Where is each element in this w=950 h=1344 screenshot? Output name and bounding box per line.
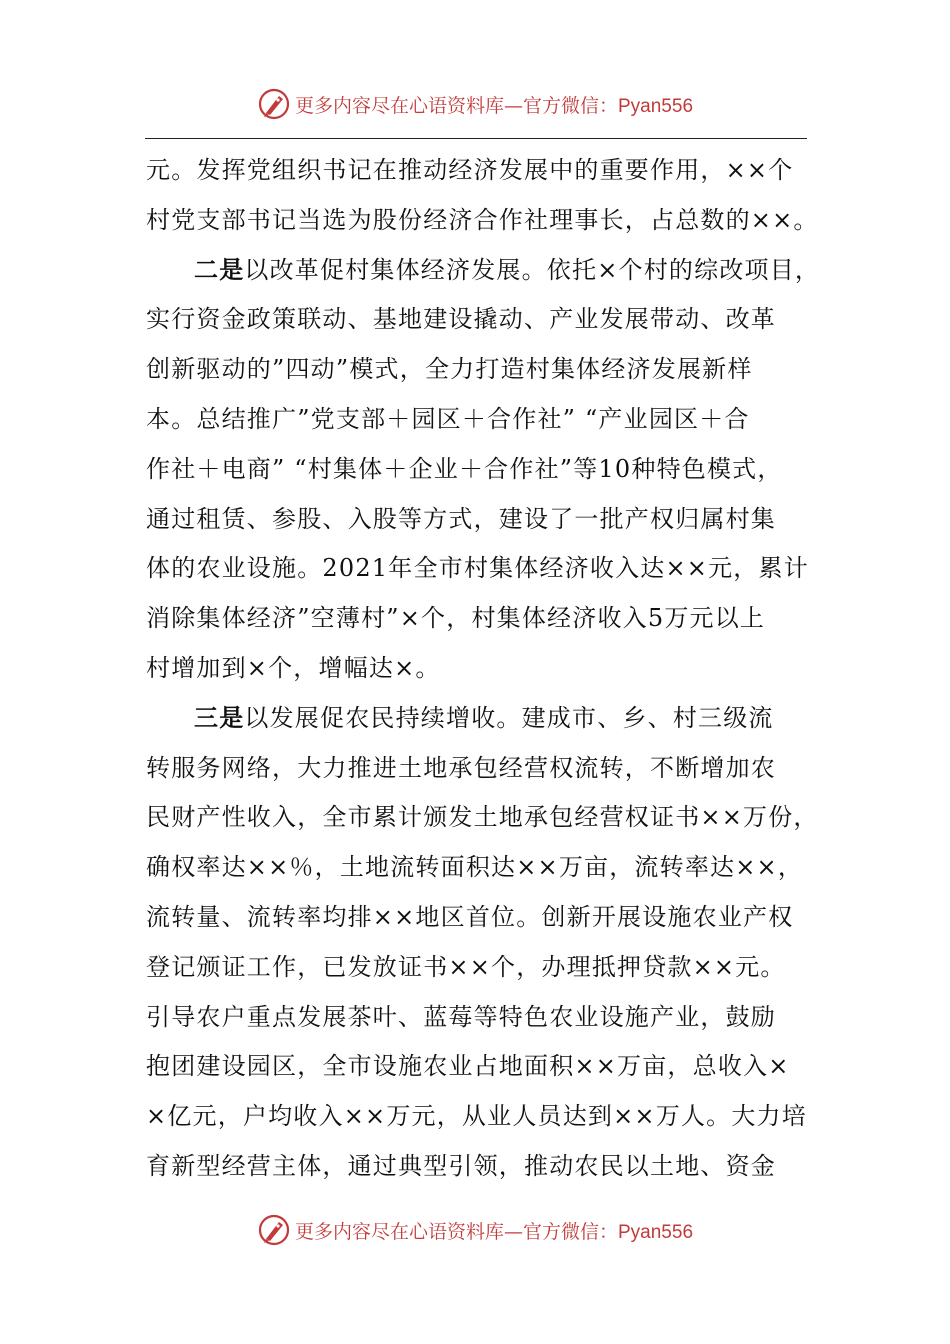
body-line: 实行资金政策联动、基地建设撬动、产业发展带动、改革 [146,305,776,334]
footer-banner-text: 更多内容尽在心语资料库—官方微信：Pyan556 [294,1220,694,1243]
body-line: 本。总结推广”党支部＋园区＋合作社” “产业园区＋合 [146,404,750,433]
body-line: 通过租赁、参股、入股等方式，建设了一批产权归属村集 [146,504,776,533]
body-line: 登记颁证工作，已发放证书××个，办理抵押贷款××元。 [146,952,786,981]
body-line: 引导农户重点发展茶叶、蓝莓等特色农业设施产业，鼓励 [146,1002,776,1031]
footer-banner-id: Pyan556 [618,1221,694,1243]
paragraph-2-lead: 二是 [194,255,245,284]
body-line: 作社＋电商” “村集体＋企业＋合作社”等10种特色模式， [146,454,783,483]
body-line: 村增加到×个，增幅达×。 [146,653,441,682]
paragraph-2-first-line [146,246,821,296]
document-body [146,146,821,1192]
paragraph-3-first-line [146,694,814,744]
pen-nib-circle-icon [257,1213,291,1247]
footer-banner [0,1210,950,1250]
body-line: 确权率达××％，土地流转面积达××万亩，流转率达××， [146,853,804,882]
body-line-text: 以改革促村集体经济发展。依托×个村的综改项目， [244,255,821,284]
body-line: ×亿元，户均收入××万元，从业人员达到××万人。大力培 [146,1102,807,1131]
pen-nib-circle-icon [257,87,291,121]
body-line-text: 以发展促农民持续增收。建成市、乡、村三级流 [244,703,774,732]
body-line: 转服务网络，大力推进土地承包经营权流转，不断增加农 [146,753,776,782]
body-line: 育新型经营主体，通过典型引领，推动农民以土地、资金 [146,1151,776,1180]
header-banner-id: Pyan556 [618,95,694,117]
header-rule [145,138,807,139]
body-line: 村党支部书记当选为股份经济合作社理事长，占总数的××。 [146,205,819,234]
body-line: 元。发挥党组织书记在推动经济发展中的重要作用，××个 [146,156,794,184]
body-line: 流转量、流转率均排××地区首位。创新开展设施农业产权 [146,902,794,931]
header-banner [0,84,950,124]
body-line: 抱团建设园区，全市设施农业占地面积××万亩，总收入× [146,1052,790,1081]
body-line: 民财产性收入，全市累计颁发土地承包经营权证书××万份， [146,803,819,832]
header-banner-text: 更多内容尽在心语资料库—官方微信：Pyan556 [294,94,694,117]
body-line: 创新驱动的”四动”模式，全力打造村集体经济发展新样 [146,355,753,384]
paragraph-3-lead: 三是 [194,703,245,732]
body-line: 消除集体经济”空薄村”×个，村集体经济收入5万元以上 [146,604,766,633]
body-line: 体的农业设施。2021年全市村集体经济收入达××元，累计 [146,554,809,583]
